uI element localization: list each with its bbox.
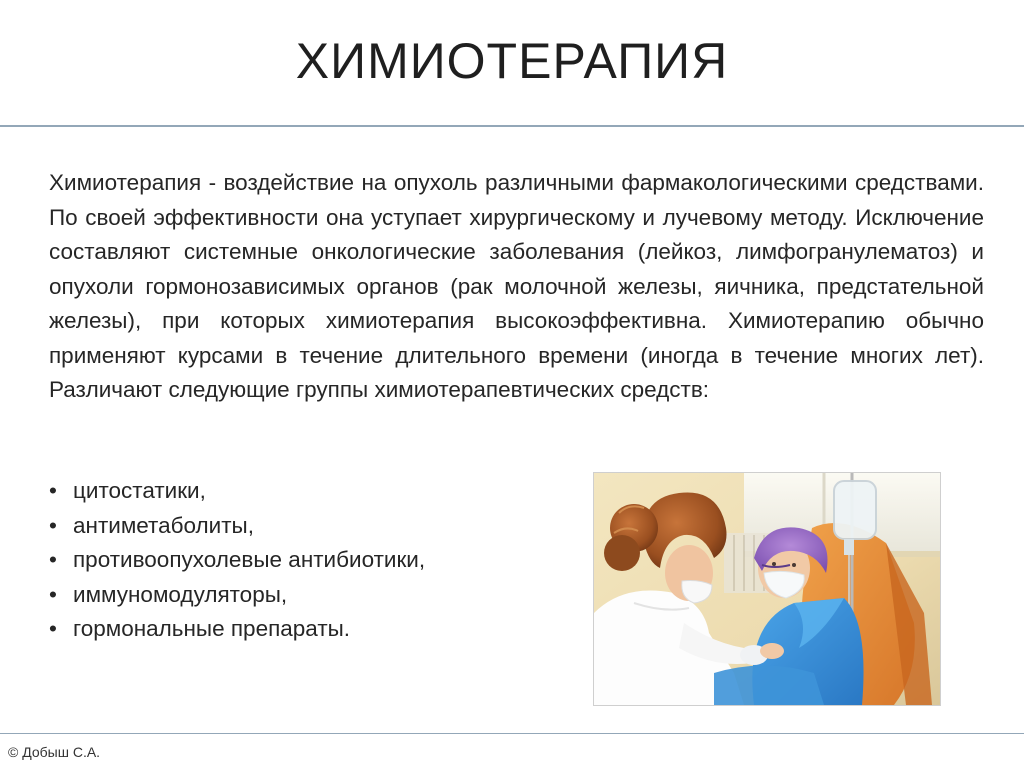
bullet-icon: • (49, 547, 57, 572)
bullet-icon: • (49, 512, 57, 538)
bullet-icon: • (49, 616, 57, 641)
title-divider (0, 125, 1024, 127)
list-item-text: антиметаболиты, (73, 512, 254, 538)
list-item (49, 474, 569, 509)
list-item (49, 509, 569, 544)
footer-author: © Добыш С.А. (8, 744, 101, 760)
list-item (49, 578, 569, 613)
list-item-text: гормональные препараты. (73, 616, 351, 641)
list-item (49, 543, 569, 578)
chemotherapy-photo (593, 472, 941, 706)
bullet-icon: • (49, 478, 57, 503)
body-paragraph: Химиотерапия - воздействие на опухоль различными фармакологическими средствами. По своей эффективности она уступает хирургическому и лучевому методу. Исключение составляют системные онкологические заболевания (лейкоз, лимфогранулематоз) и опухоли гормонозависимых органов (рак молочной железы, яичника, предстательной железы), при которых химиотерапия высокоэффективна. Химиотерапию обычно применяют курсами в течение длительного времени (иногда в течение многих лет). Различают следующие группы химиотерапевтических средств: (49, 170, 984, 402)
slide-title: ХИМИОТЕРАПИЯ (295, 33, 729, 89)
footer-divider (0, 733, 1024, 734)
bullet-icon: • (49, 581, 57, 607)
list-item-text: цитостатики, (73, 478, 206, 503)
bullet-list (49, 474, 569, 647)
title-area (0, 0, 1024, 126)
list-item-text: иммуномодуляторы, (73, 581, 288, 607)
photo-illustration (594, 473, 940, 705)
list-item-text: противоопухолевые антибиотики, (73, 547, 426, 572)
list-item (49, 612, 569, 647)
